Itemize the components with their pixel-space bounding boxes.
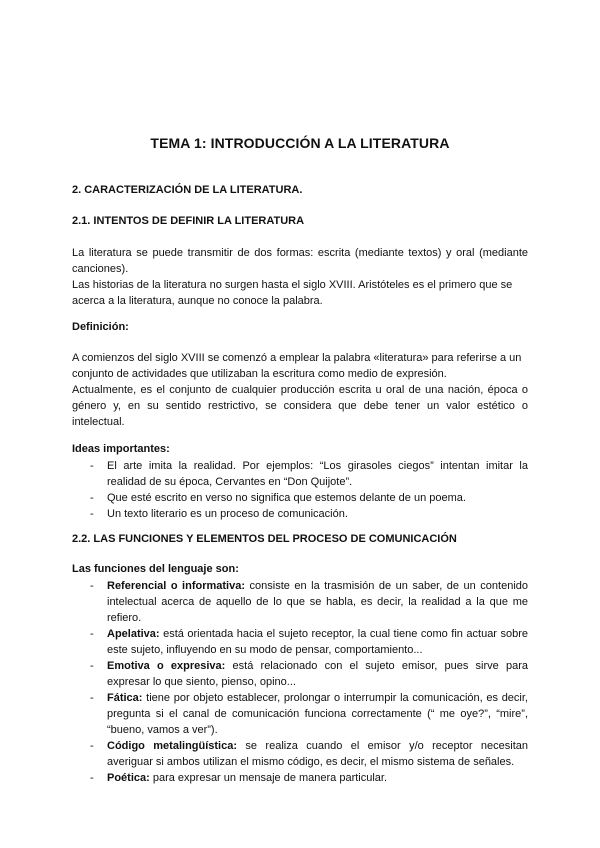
- dash-bullet: -: [90, 628, 94, 640]
- idea-text: El arte imita la realidad. Por ejemplos: “Los girasoles ciegos” intentan imitar la realidad de su época, Cervantes en “Don Quijote”.: [107, 460, 528, 488]
- function-text: para expresar un mensaje de manera particular.: [149, 772, 388, 784]
- list-item: [72, 770, 528, 786]
- list-item: [72, 490, 528, 506]
- ideas-list: [72, 458, 528, 522]
- dash-bullet: -: [90, 660, 94, 672]
- section-heading-2: 2. CARACTERIZACIÓN DE LA LITERATURA.: [72, 184, 303, 196]
- functions-heading: Las funciones del lenguaje son:: [72, 563, 239, 575]
- dash-bullet: -: [90, 492, 94, 504]
- list-item: [72, 690, 528, 738]
- idea-text: Un texto literario es un proceso de comunicación.: [107, 508, 348, 520]
- function-term: Emotiva o expresiva:: [107, 660, 226, 672]
- section-heading-2-1: 2.1. INTENTOS DE DEFINIR LA LITERATURA: [72, 215, 305, 227]
- definition-heading: Definición:: [72, 321, 129, 333]
- list-item: [72, 658, 528, 690]
- function-term: Referencial o informativa:: [107, 580, 246, 592]
- list-item: [72, 626, 528, 658]
- idea-text: Que esté escrito en verso no significa que estemos delante de un poema.: [107, 492, 466, 504]
- function-term: Fática:: [107, 692, 143, 704]
- function-term: Poética:: [107, 772, 150, 784]
- ideas-heading: Ideas importantes:: [72, 443, 170, 455]
- intro-paragraph-2: Las historias de la literatura no surgen hasta el siglo XVIII. Aristóteles es el primero que se acerca a la literatura, aunque no conoce la palabra.: [72, 279, 513, 307]
- function-text: está relacionado con el sujeto emisor, pues sirve para expresar lo que siento, pienso, opino...: [107, 660, 528, 688]
- functions-list: [72, 578, 528, 786]
- function-text: se realiza cuando el emisor y/o receptor necesitan averiguar si ambos utilizan el mismo código, es decir, el mismo sistema de señales.: [107, 740, 528, 768]
- dash-bullet: -: [90, 460, 94, 472]
- dash-bullet: -: [90, 740, 94, 752]
- list-item: [72, 738, 528, 770]
- definition-paragraph-2: Actualmente, es el conjunto de cualquier producción escrita u oral de una nación, época o género y, en su sentido restrictivo, se considera que debe tener un valor estético o intelectual.: [72, 384, 528, 428]
- intro-paragraph-1: La literatura se puede transmitir de dos formas: escrita (mediante textos) y oral (mediante canciones).: [72, 247, 528, 275]
- function-text: está orientada hacia el sujeto receptor, la cual tiene como fin actuar sobre este sujeto, influyendo en su modo de pensar, comportamiento...: [107, 628, 528, 656]
- page-title: TEMA 1: INTRODUCCIÓN A LA LITERATURA: [150, 135, 450, 151]
- dash-bullet: -: [90, 772, 94, 784]
- function-term: Apelativa:: [107, 628, 160, 640]
- definition-paragraph-1: A comienzos del siglo XVIII se comenzó a emplear la palabra «literatura» para referirse a un conjunto de actividades que utilizaban la escritura como medio de expresión.: [72, 352, 522, 380]
- section-heading-2-2: 2.2. LAS FUNCIONES Y ELEMENTOS DEL PROCESO DE COMUNICACIÓN: [72, 533, 457, 545]
- dash-bullet: -: [90, 692, 94, 704]
- list-item: [72, 506, 528, 522]
- dash-bullet: -: [90, 508, 94, 520]
- list-item: [72, 458, 528, 490]
- function-text: tiene por objeto establecer, prolongar o interrumpir la comunicación, es decir, pregunta si el canal de comunicación funciona correctamente (“ me oye?”, “mire”, “bueno, vamos a ver”).: [107, 692, 528, 736]
- dash-bullet: -: [90, 580, 94, 592]
- function-term: Código metalingüística:: [107, 740, 238, 752]
- list-item: [72, 578, 528, 626]
- function-text: consiste en la trasmisión de un saber, de un contenido intelectual acerca de aquello de lo que se habla, es decir, la realidad a la que me refiero.: [107, 580, 529, 624]
